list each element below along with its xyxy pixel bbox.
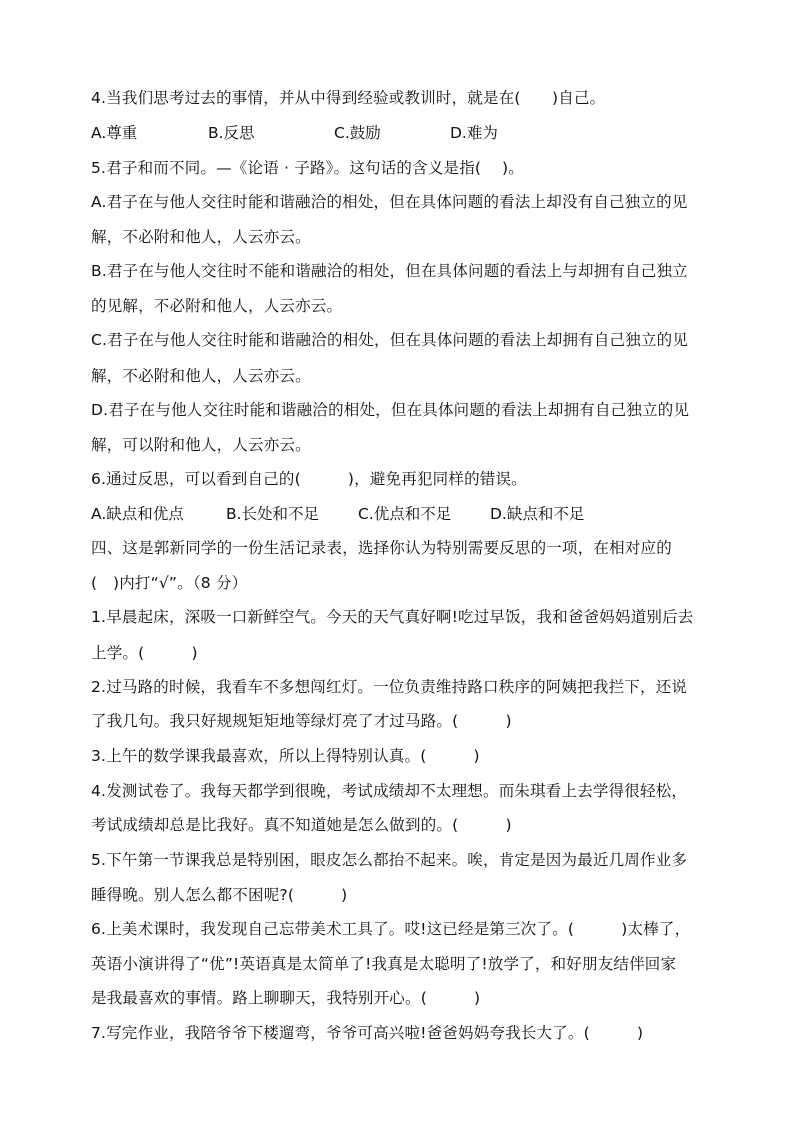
q6-option-b: B.长处和不足 — [226, 505, 320, 523]
question-5-stem: 5.君子和而不同。—《论语 · 子路》。这句话的含义是指( )。 — [91, 159, 524, 177]
record-item-2-line2: 了我几句。我只好规规矩矩地等绿灯亮了才过马路。( ) — [91, 712, 512, 730]
record-item-4-line2: 考试成绩却总是比我好。真不知道她是怎么做到的。( ) — [91, 816, 512, 834]
record-item-5-line2: 睡得晚。别人怎么都不困呢?( ) — [91, 886, 348, 904]
record-item-7: 7.写完作业，我陪爷爷下楼遛弯，爷爷可高兴啦!爸爸妈妈夸我长大了。( ) — [91, 1024, 644, 1042]
record-item-6-line3: 是我最喜欢的事情。路上聊聊天，我特别开心。( ) — [91, 989, 481, 1007]
section-4-heading-line2: ( )内打“√”。（8 分） — [91, 574, 248, 592]
question-6-stem: 6.通过反思，可以看到自己的( )，避免再犯同样的错误。 — [91, 470, 527, 488]
q6-option-d: D.缺点和不足 — [490, 505, 585, 523]
q5-option-a-line1: A.君子在与他人交往时能和谐融洽的相处，但在具体问题的看法上却没有自己独立的见 — [91, 193, 688, 211]
q6-option-c: C.优点和不足 — [358, 505, 452, 523]
q5-option-b-line2: 的见解，不必附和他人，人云亦云。 — [91, 297, 343, 315]
record-item-1-line2: 上学。( ) — [91, 644, 198, 662]
record-item-1-line1: 1.早晨起床，深吸一口新鲜空气。今天的天气真好啊!吃过早饭，我和爸爸妈妈道别后去 — [91, 608, 694, 626]
q5-option-c-line1: C.君子在与他人交往时能和谐融洽的相处，但在具体问题的看法上却拥有自己独立的见 — [91, 331, 689, 349]
q4-option-a: A.尊重 — [91, 124, 138, 142]
record-item-2-line1: 2.过马路的时候，我看车不多想闯红灯。一位负责维持路口秩序的阿姨把我拦下，还说 — [91, 678, 688, 696]
record-item-3: 3.上午的数学课我最喜欢，所以上得特别认真。( ) — [91, 747, 480, 765]
section-4-heading-line1: 四、这是郭新同学的一份生活记录表，选择你认为特别需要反思的一项，在相对应的 — [91, 539, 672, 557]
record-item-5-line1: 5.下午第一节课我总是特别困，眼皮怎么都抬不起来。唉，肯定是因为最近几周作业多 — [91, 851, 688, 869]
q5-option-d-line1: D.君子在与他人交往时能和谐融洽的相处，但在具体问题的看法上却拥有自己独立的见 — [91, 401, 690, 419]
record-item-6-line1: 6.上美术课时，我发现自己忘带美术工具了。哎!这已经是第三次了。( )太棒了， — [91, 920, 691, 938]
q4-option-b: B.反思 — [208, 124, 255, 142]
question-4-stem: 4.当我们思考过去的事情，并从中得到经验或教训时，就是在( )自己。 — [91, 89, 606, 107]
q5-option-d-line2: 解，可以附和他人，人云亦云。 — [91, 436, 311, 454]
q5-option-b-line1: B.君子在与他人交往时不能和谐融洽的相处，但在具体问题的看法上与却拥有自己独立 — [91, 262, 688, 280]
q4-option-c: C.鼓励 — [334, 124, 381, 142]
q4-option-d: D.难为 — [450, 124, 498, 142]
record-item-6-line2: 英语小演讲得了“优”!英语真是太简单了!我真是太聪明了!放学了，和好朋友结伴回家 — [91, 955, 677, 973]
record-item-4-line1: 4.发测试卷了。我每天都学到很晚，考试成绩却不太理想。而朱琪看上去学得很轻松， — [91, 782, 688, 800]
q6-option-a: A.缺点和优点 — [91, 505, 184, 523]
q5-option-a-line2: 解，不必附和他人，人云亦云。 — [91, 228, 311, 246]
q5-option-c-line2: 解，不必附和他人，人云亦云。 — [91, 367, 311, 385]
